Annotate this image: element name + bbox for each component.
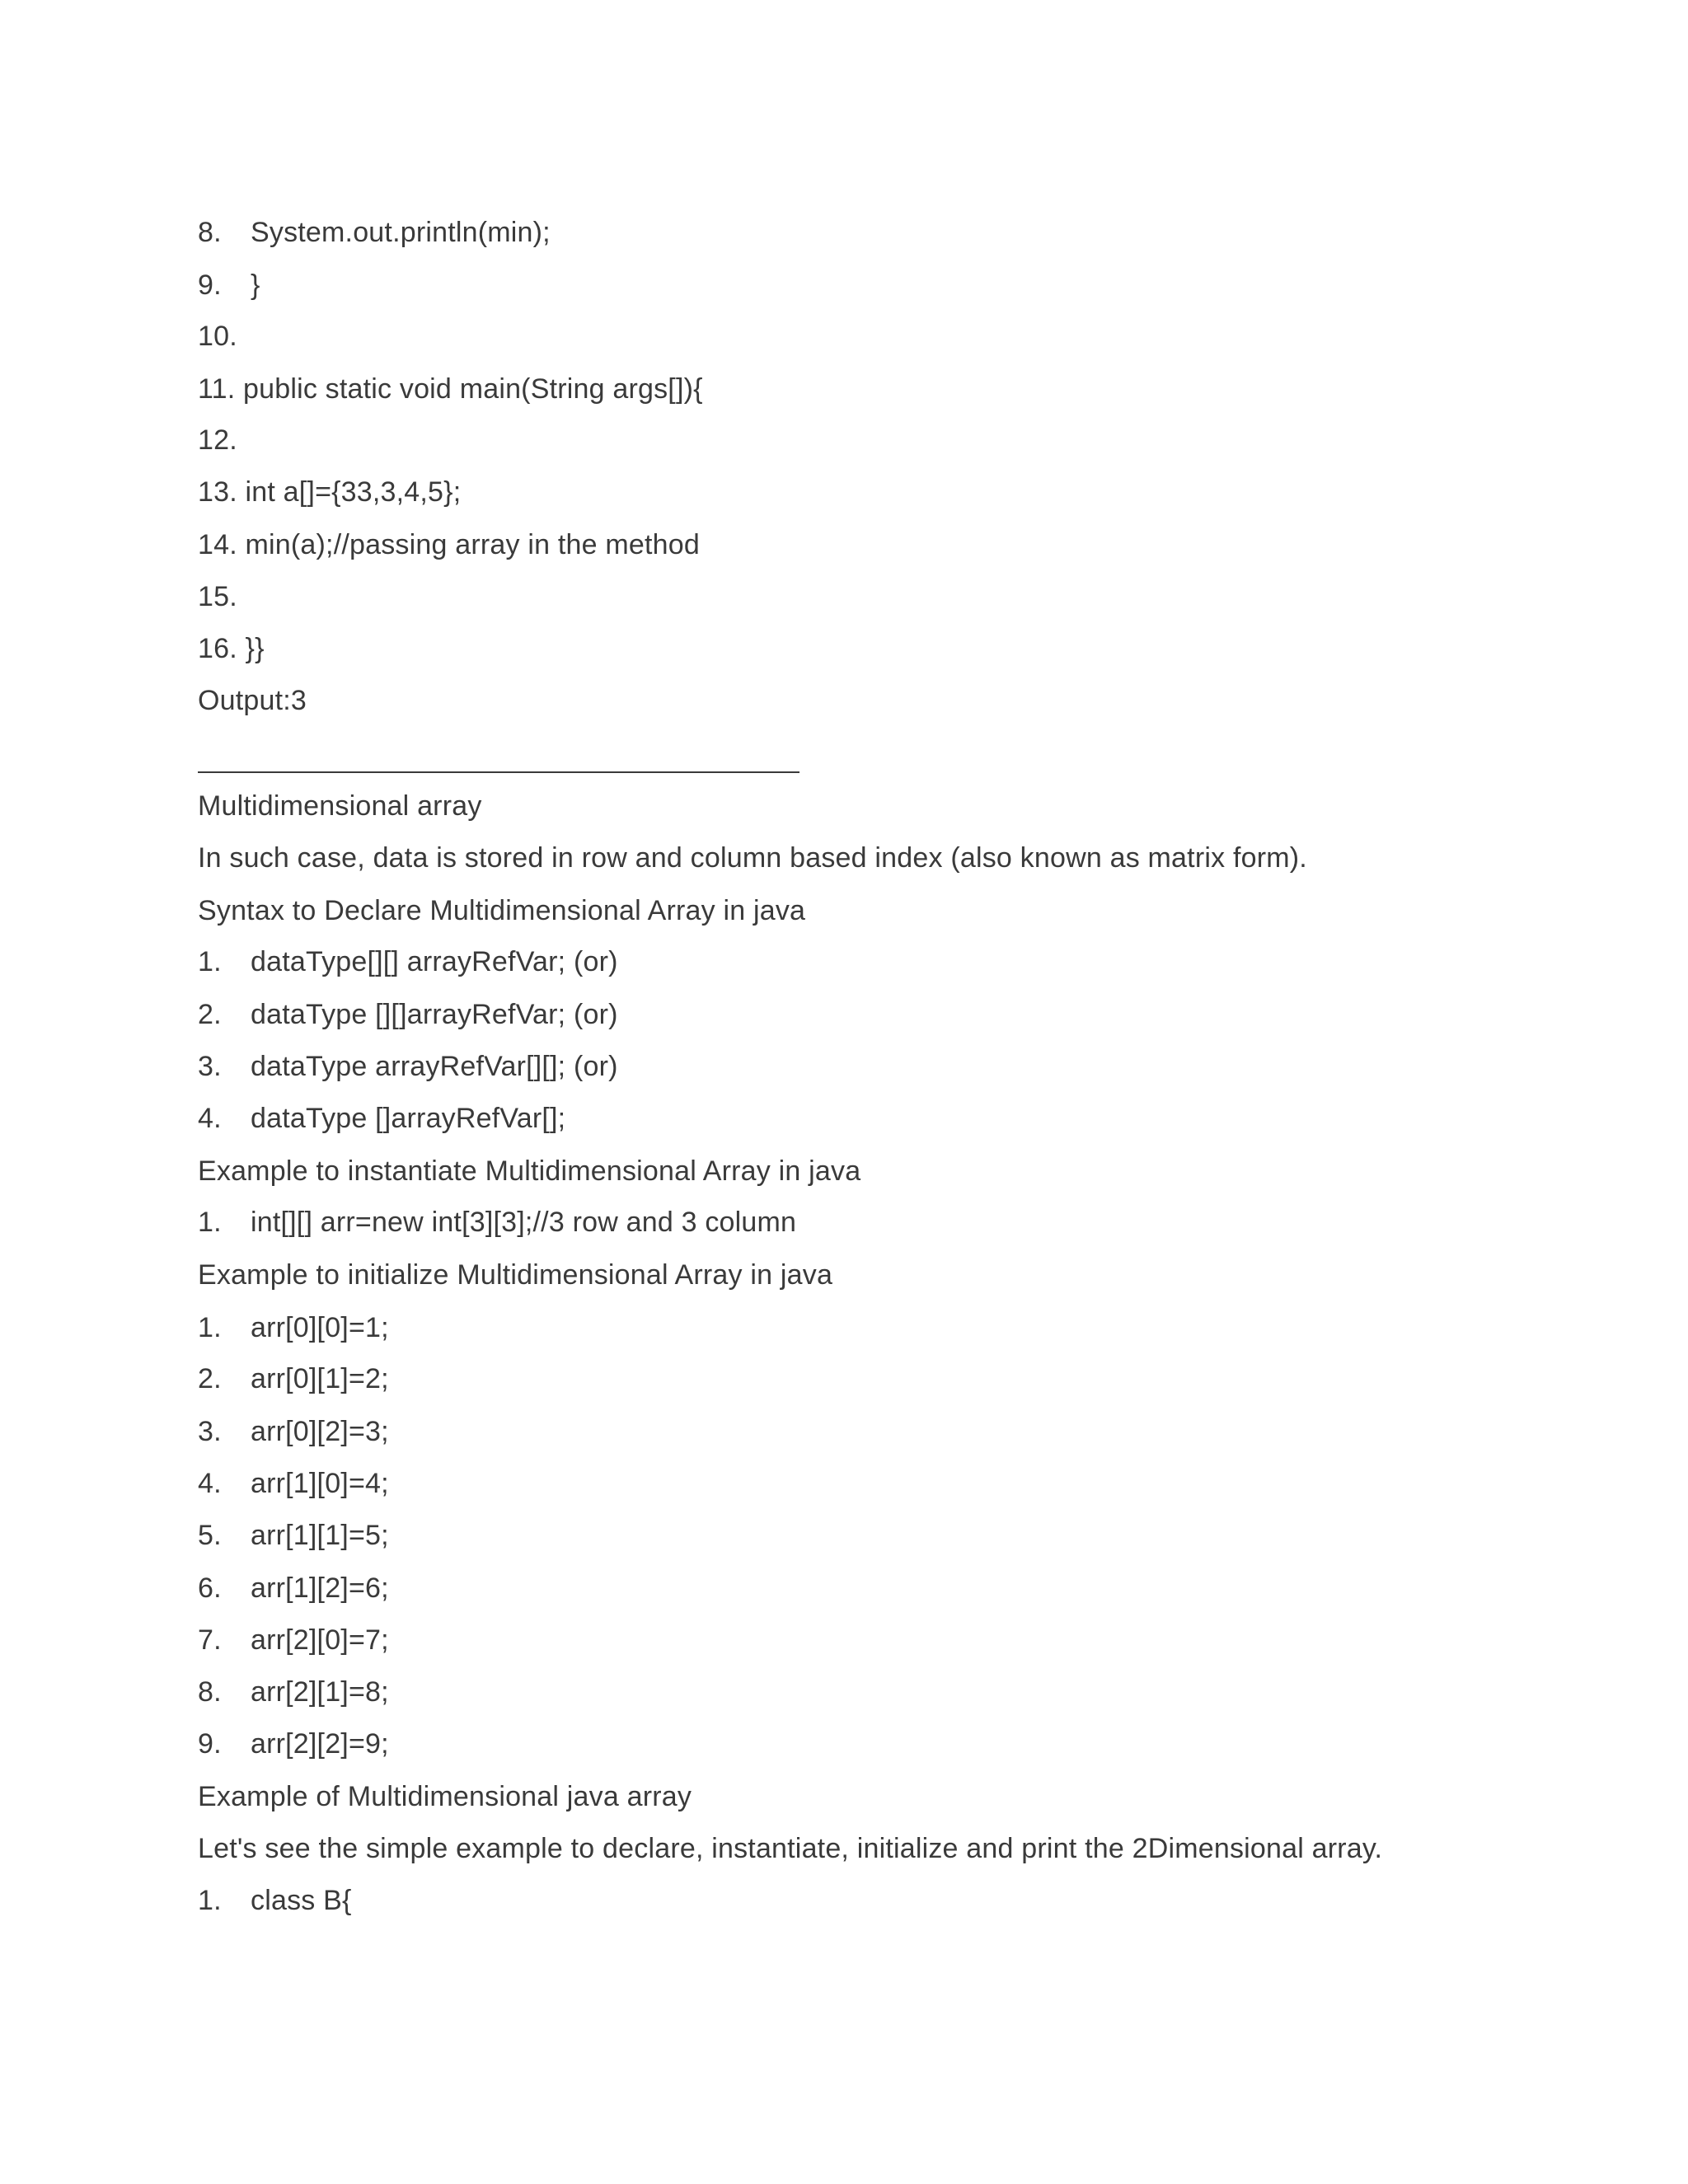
list-text: dataType arrayRefVar[][]; (or): [251, 1051, 618, 1082]
list-item: [198, 1572, 389, 1605]
example-heading: Example of Multidimensional java array: [198, 1781, 692, 1812]
list-text: arr[1][1]=5;: [251, 1520, 389, 1551]
example-intro: Let's see the simple example to declare, instantiate, initialize and print the 2Dimensional array.: [198, 1833, 1383, 1864]
code-line: 15.: [198, 581, 237, 612]
list-text: class B{: [251, 1885, 352, 1916]
list-number: 5.: [198, 1520, 222, 1551]
list-text: dataType []arrayRefVar[];: [251, 1103, 566, 1134]
output-line: Output:3: [198, 685, 307, 716]
list-number: 4.: [198, 1103, 222, 1134]
code-line: 14. min(a);//passing array in the method: [198, 529, 700, 560]
list-number: 9.: [198, 1728, 222, 1760]
code-line: 12.: [198, 424, 237, 456]
list-number: 6.: [198, 1572, 222, 1604]
list-item: [198, 1727, 389, 1760]
list-text: int[][] arr=new int[3][3];//3 row and 3 column: [251, 1207, 797, 1238]
code-line: [198, 216, 551, 249]
list-item: [198, 1050, 618, 1083]
list-item: [198, 1519, 389, 1552]
horizontal-rule: [198, 771, 799, 773]
list-text: arr[2][0]=7;: [251, 1624, 389, 1656]
list-text: dataType [][]arrayRefVar; (or): [251, 999, 618, 1030]
list-number: 7.: [198, 1624, 222, 1656]
list-text: dataType[][] arrayRefVar; (or): [251, 946, 618, 977]
code-line: 10.: [198, 321, 237, 352]
initialize-heading: Example to initialize Multidimensional Array in java: [198, 1259, 833, 1291]
list-item: [198, 1884, 352, 1917]
line-number: 8.: [198, 217, 222, 248]
list-item: [198, 1362, 389, 1395]
list-item: [198, 1311, 389, 1344]
list-number: 4.: [198, 1468, 222, 1499]
list-number: 1.: [198, 946, 222, 977]
list-text: arr[0][1]=2;: [251, 1363, 389, 1394]
line-text: }: [251, 269, 260, 301]
code-line: 13. int a[]={33,3,4,5};: [198, 476, 462, 508]
list-item: [198, 1467, 389, 1500]
list-number: 3.: [198, 1416, 222, 1447]
list-item: [198, 1206, 796, 1239]
list-text: arr[0][2]=3;: [251, 1416, 389, 1447]
list-number: 1.: [198, 1885, 222, 1916]
list-item: [198, 1675, 389, 1708]
list-item: [198, 1102, 565, 1135]
list-number: 2.: [198, 999, 222, 1030]
list-number: 1.: [198, 1207, 222, 1238]
intro-paragraph: In such case, data is stored in row and column based index (also known as matrix form).: [198, 842, 1307, 874]
code-line: 16. }}: [198, 633, 265, 664]
code-line: 11. public static void main(String args[]){: [198, 373, 703, 405]
instantiate-heading: Example to instantiate Multidimensional Array in java: [198, 1155, 861, 1187]
list-number: 3.: [198, 1051, 222, 1082]
list-text: arr[1][2]=6;: [251, 1572, 389, 1604]
syntax-heading: Syntax to Declare Multidimensional Array in java: [198, 895, 806, 926]
list-text: arr[2][2]=9;: [251, 1728, 389, 1760]
list-item: [198, 1624, 389, 1657]
list-item: [198, 998, 618, 1031]
line-text: System.out.println(min);: [251, 217, 551, 248]
list-text: arr[2][1]=8;: [251, 1676, 389, 1708]
list-number: 1.: [198, 1312, 222, 1343]
list-text: arr[0][0]=1;: [251, 1312, 389, 1343]
code-line: [198, 269, 260, 302]
section-title: Multidimensional array: [198, 790, 482, 822]
list-item: [198, 1415, 389, 1448]
list-number: 8.: [198, 1676, 222, 1708]
line-number: 9.: [198, 269, 222, 301]
list-item: [198, 945, 618, 978]
list-text: arr[1][0]=4;: [251, 1468, 389, 1499]
list-number: 2.: [198, 1363, 222, 1394]
